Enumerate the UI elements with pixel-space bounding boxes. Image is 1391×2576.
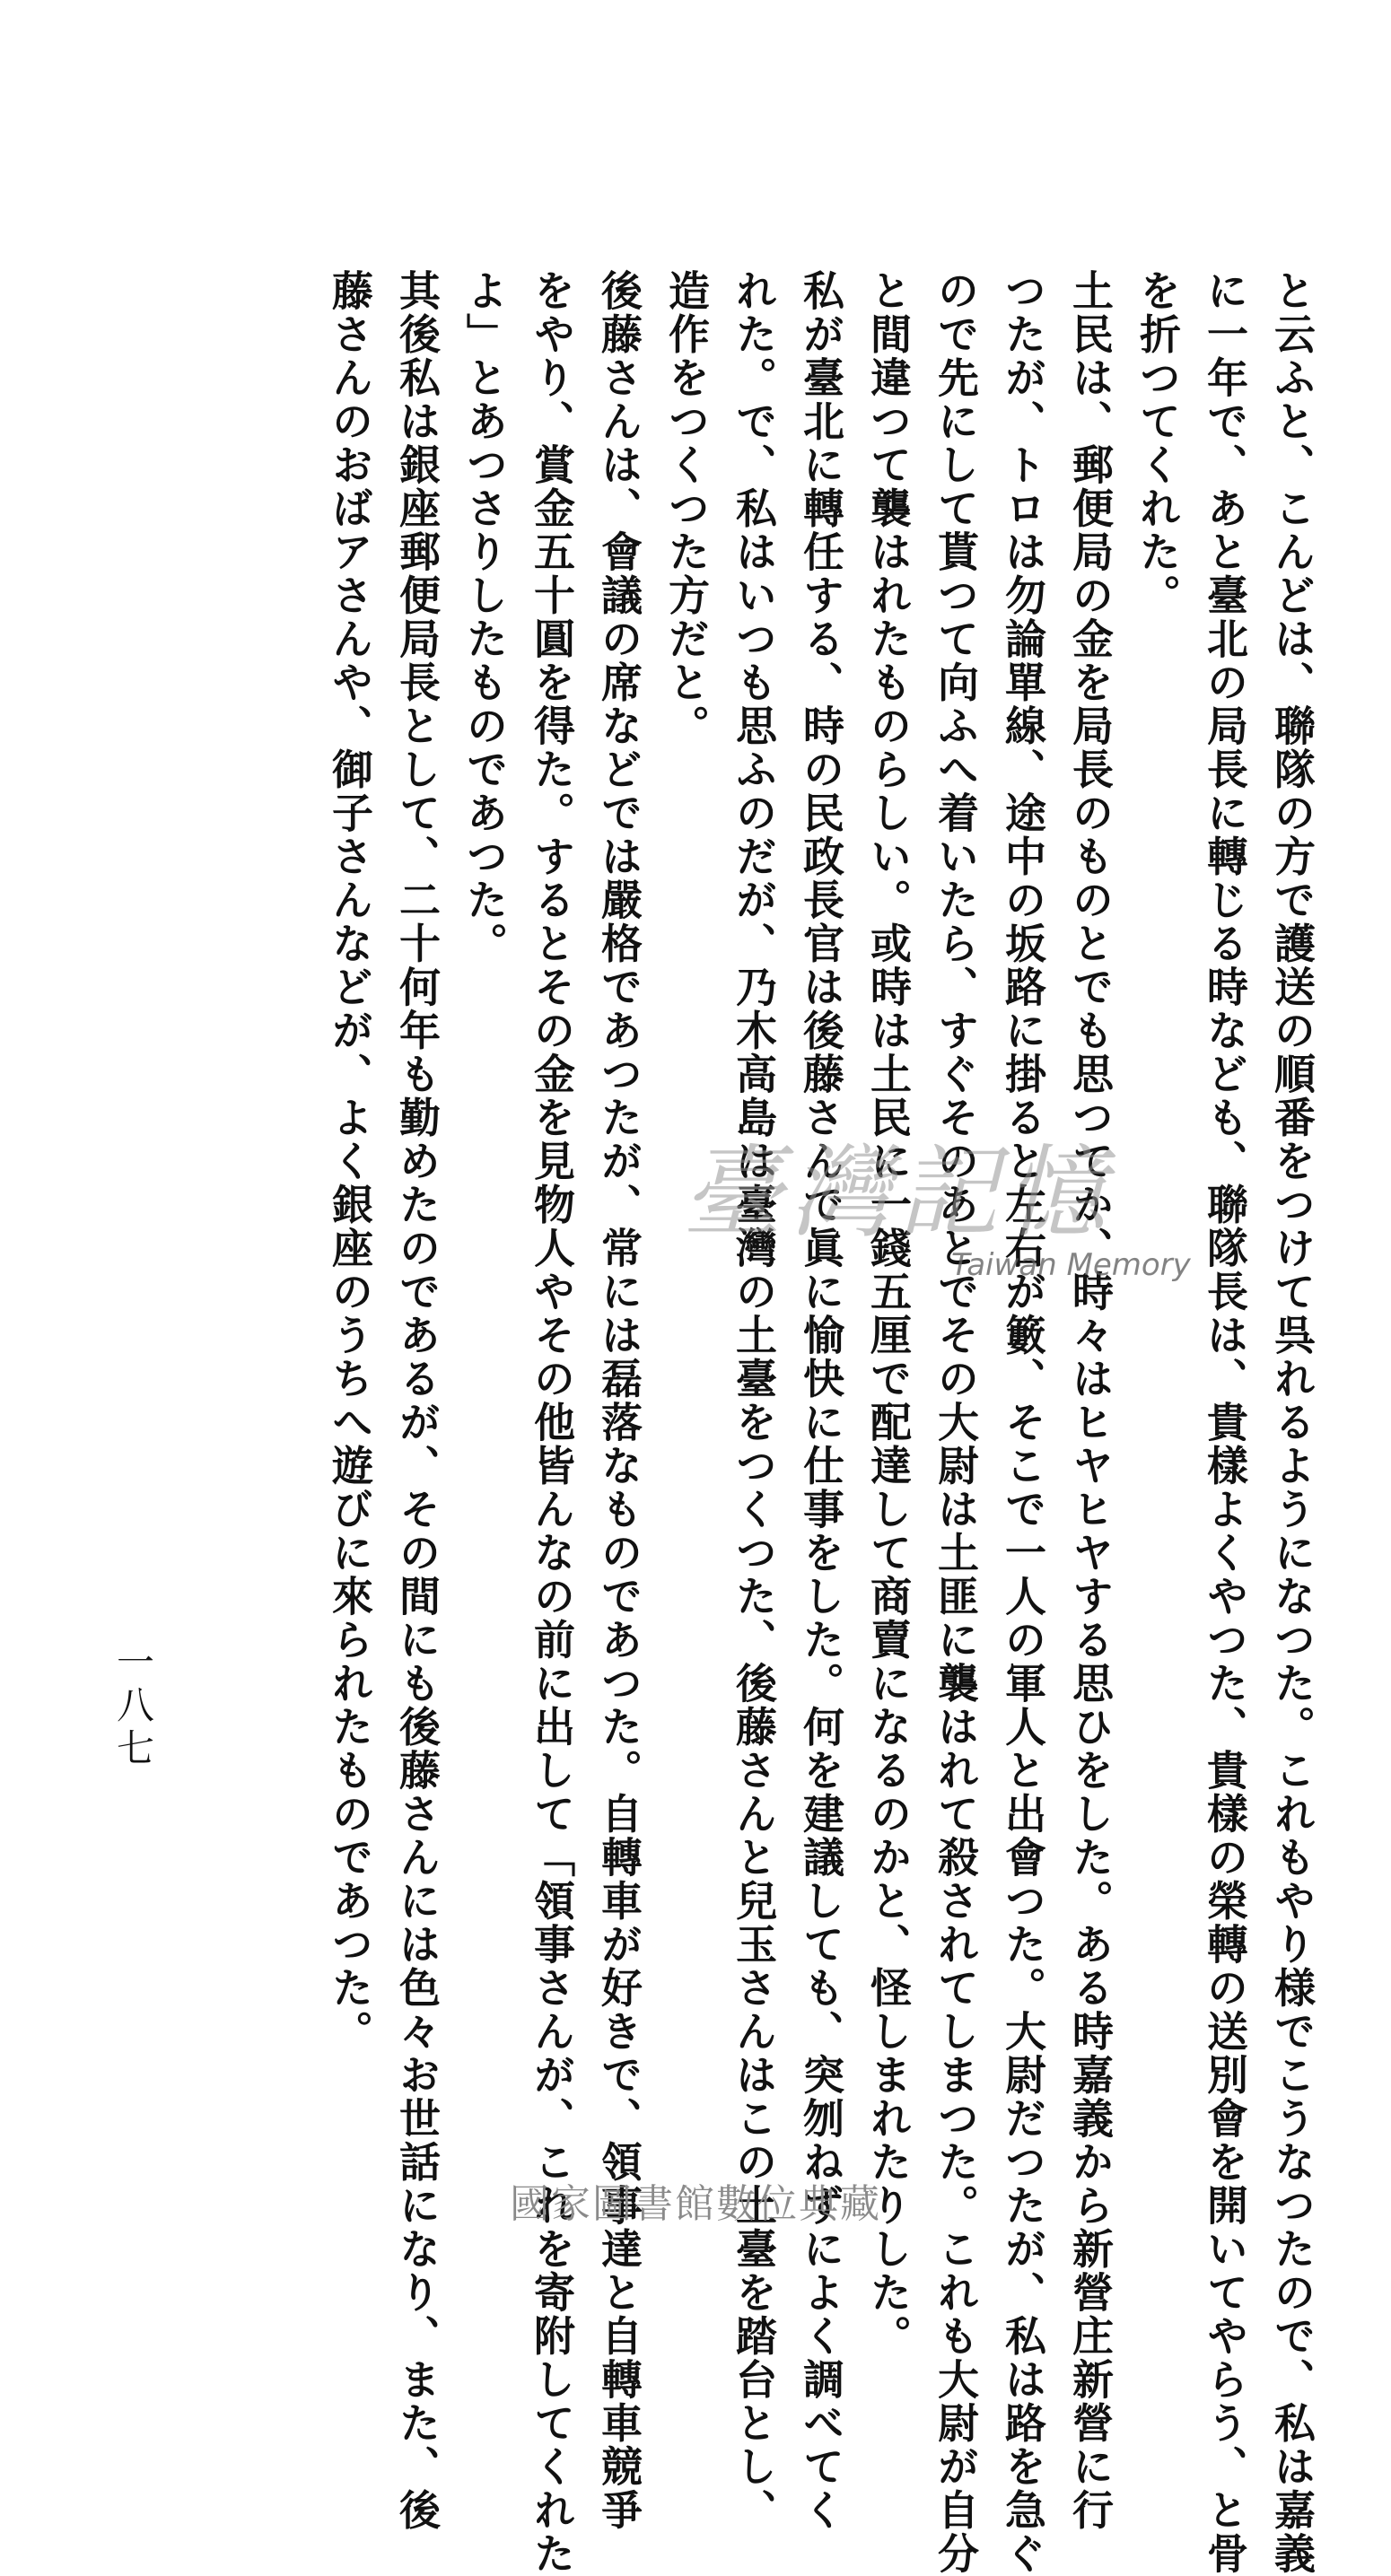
text-column: よ」とあつさりしたものであつた。 [460, 269, 509, 965]
watermark-logo-text: 臺灣記憶 [682, 1135, 1113, 1252]
text-column: 藤さんのおばアさんや、御子さんなどが、よく銀座のうちへ遊びに來られたものであつた。 [326, 269, 374, 2054]
text-column: と云ふと、こんどは、聯隊の方で護送の順番をつけて呉れるようになつた。これもやり様でこうなつたので、私は嘉義 [1268, 269, 1317, 2576]
text-column: ので先にして貰つて向ふへ着いたら、すぐそのあとでその大尉は土匪に襲はれて殺されてしまつた。これも大尉が自分 [932, 269, 980, 2576]
text-column: に一年で、あと臺北の局長に轉じる時なども、聯隊長は、貴樣よくやつた、貴樣の榮轉の送別會を開いてやらう、と骨 [1201, 269, 1249, 2576]
watermark [682, 1113, 1191, 1292]
text-column: 私が臺北に轉任する、時の民政長官は後藤さんで眞に愉快に仕事をした。何を建議しても、突刎ねずによく調べてく [797, 269, 845, 2532]
text-column: 造作をつくつた方だと。 [662, 269, 711, 748]
text-column: 其後私は銀座郵便局長として、二十何年も勤めたのであるが、その間にも後藤さんには色々お世話になり、また、後 [393, 269, 442, 2532]
text-column: つたが、トロは勿論單線、途中の坂路に掛ると左右が籔、そこで一人の軍人と出會つた。大尉だつたが、私は路を急ぐ [999, 269, 1047, 2576]
text-column: と間違つて襲はれたものらしい。或時は土民に一錢五厘で配達して商賣になるのかと、怪しまれたりした。 [864, 269, 913, 2358]
page-number: 一八七 [111, 1642, 155, 1771]
text-column: 後藤さんは、會議の席などでは嚴格であつたが、常には磊落なものであつた。自轉車が好きで、領事達と自轉車競爭 [595, 269, 643, 2532]
text-column: れた。で、私はいつも思ふのだが、乃木高島は臺灣の土臺をつくつた、後藤さんと兒玉さんはこの土臺を踏台とし、 [730, 269, 778, 2532]
text-column: 土民は、郵便局の金を局長のものとでも思つてか、時々はヒヤヒヤする思ひをした。ある時嘉義から新營庄新營に行 [1066, 269, 1115, 2532]
watermark-english-text: Taiwan Memory [951, 1247, 1191, 1283]
text-column: をやり、賞金五十圓を得た。するとその金を見物人やその他皆んなの前に出して「領事さんが、これを寄附してくれた [528, 269, 576, 2576]
footer-credit: 國家圖書館數位典藏 [510, 2181, 881, 2227]
text-column: を折つてくれた。 [1133, 269, 1182, 617]
